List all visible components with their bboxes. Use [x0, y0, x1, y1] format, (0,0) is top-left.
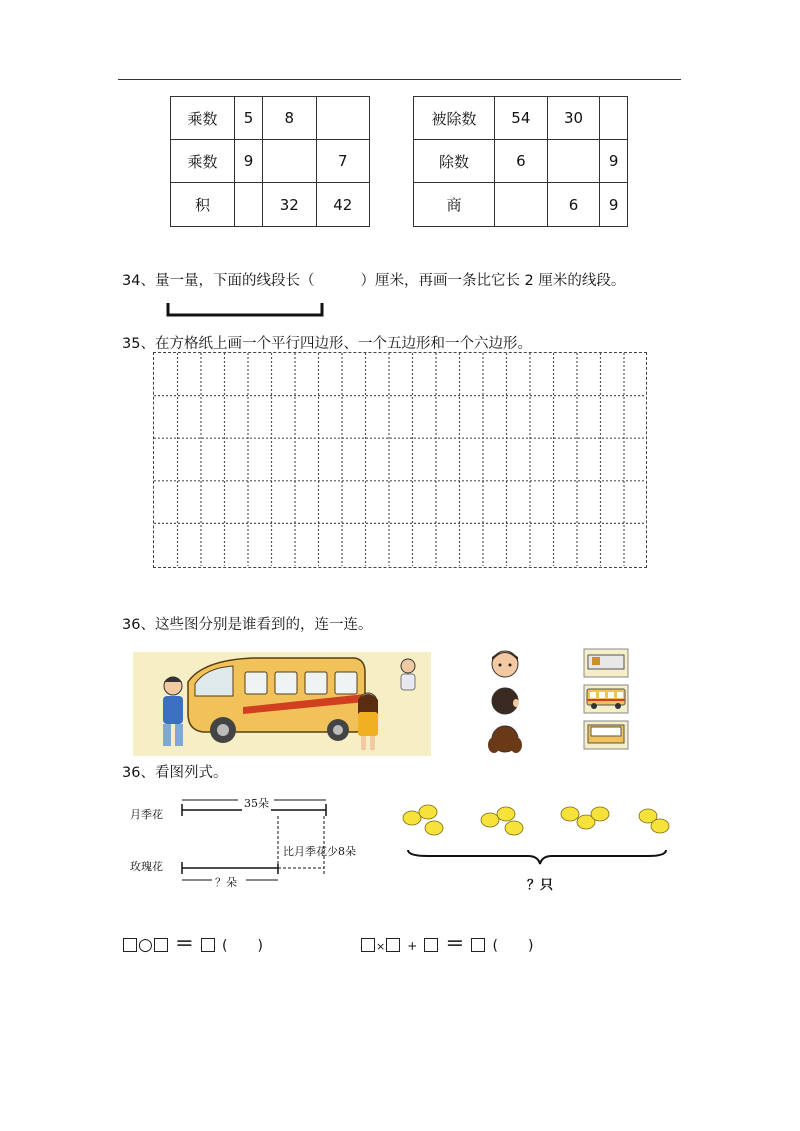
question-35: 35、在方格纸上画一个平行四边形、一个五边形和一个六边形。	[122, 336, 532, 352]
equals-sign: ＝	[445, 933, 465, 955]
plus-sign: +	[407, 939, 418, 953]
row-label: 被除数	[414, 97, 495, 140]
table-cell	[547, 140, 600, 183]
table-cell: 42	[316, 183, 369, 227]
equals-sign: ＝	[174, 933, 194, 955]
children-faces-illustration	[486, 647, 524, 757]
row-label: 除数	[414, 140, 495, 183]
question-36-equation: 36、看图列式。	[122, 765, 228, 781]
question-36-match: 36、这些图分别是谁看到的，连一连。	[122, 617, 373, 633]
label-rose-bottom: 玫瑰花	[130, 860, 163, 873]
table-cell: 9	[600, 140, 628, 183]
answer-box[interactable]	[123, 938, 137, 952]
grid-lines	[154, 353, 645, 566]
equation-1	[122, 929, 263, 956]
bus-views-illustration	[582, 647, 630, 753]
row-label: 乘数	[171, 140, 235, 183]
multiplication-table	[170, 96, 370, 227]
division-table	[413, 96, 628, 227]
table-cell: 6	[495, 140, 548, 183]
row-label: 积	[171, 183, 235, 227]
unit-paren-open: (	[492, 938, 498, 954]
table-cell	[235, 183, 263, 227]
question-34-text-after: ）厘米，再画一条比它长 2 厘米的线段。	[360, 273, 626, 289]
total-chicks-label: ？只	[527, 878, 554, 893]
table-cell: 32	[263, 183, 316, 227]
table-cell	[263, 140, 316, 183]
table-cell: 54	[495, 97, 548, 140]
operator-circle[interactable]: ○	[138, 935, 153, 955]
bus-scene-illustration	[133, 652, 431, 756]
unit-paren-close: )	[528, 938, 534, 954]
header-rule	[118, 79, 681, 80]
top-value-label: 35朵	[244, 797, 269, 810]
row-label: 商	[414, 183, 495, 227]
measure-segment	[165, 300, 327, 320]
table-cell	[495, 183, 548, 227]
equation-2	[360, 929, 533, 956]
table-cell: 5	[235, 97, 263, 140]
question-34	[122, 269, 625, 290]
row-label: 乘数	[171, 97, 235, 140]
chicks-illustration	[398, 798, 682, 870]
table-cell: 6	[547, 183, 600, 227]
answer-box[interactable]	[471, 938, 485, 952]
table-cell: 9	[600, 183, 628, 227]
table-cell: 9	[235, 140, 263, 183]
grid-paper[interactable]	[153, 352, 647, 568]
table-cell: 7	[316, 140, 369, 183]
label-rose-top: 月季花	[130, 808, 163, 821]
question-34-text-before: 34、量一量，下面的线段长（	[122, 273, 315, 289]
unit-paren-close: )	[257, 938, 263, 954]
table-cell	[600, 97, 628, 140]
table-cell: 30	[547, 97, 600, 140]
unit-paren-open: (	[222, 938, 228, 954]
answer-box[interactable]	[201, 938, 215, 952]
answer-box[interactable]	[154, 938, 168, 952]
multiply-sign: ×	[376, 940, 386, 953]
answer-box[interactable]	[361, 938, 375, 952]
table-cell: 8	[263, 97, 316, 140]
answer-box[interactable]	[386, 938, 400, 952]
difference-label: 比月季花少8朵	[283, 845, 356, 858]
table-cell	[316, 97, 369, 140]
unknown-value-label: ？朵	[215, 876, 237, 889]
answer-box[interactable]	[424, 938, 438, 952]
